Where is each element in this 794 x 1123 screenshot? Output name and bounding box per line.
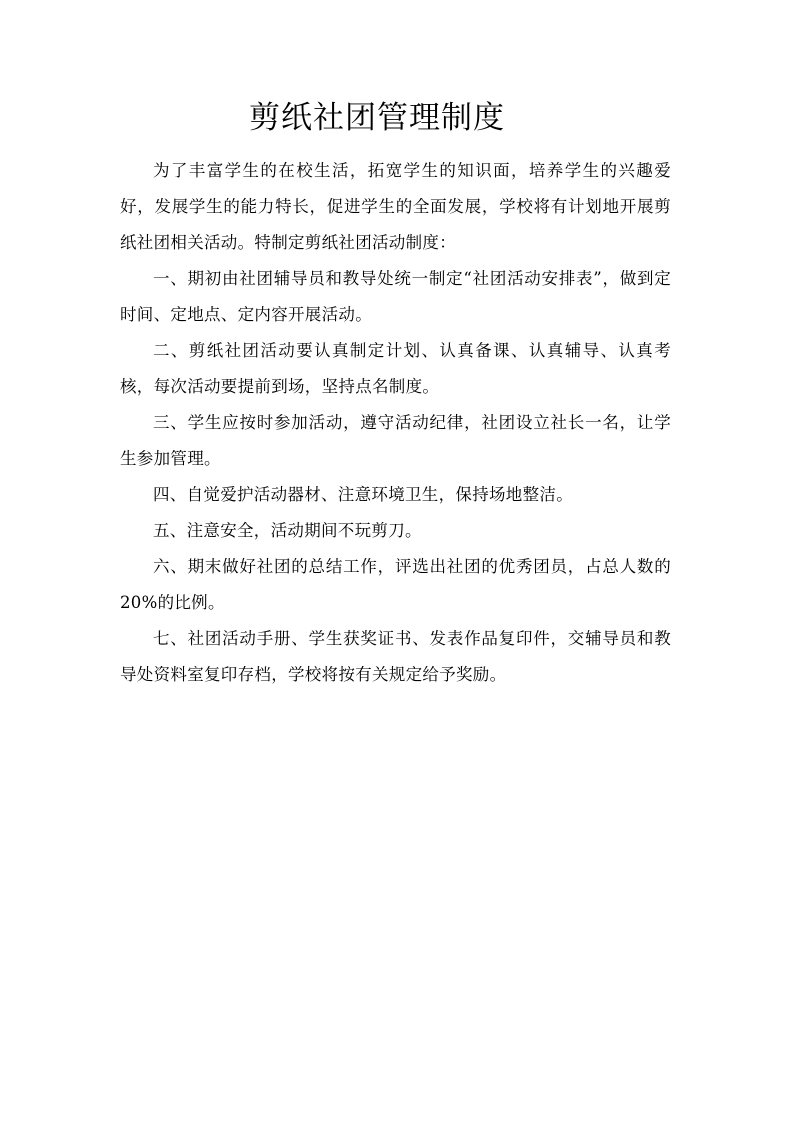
document-title: 剪纸社团管理制度 bbox=[249, 100, 505, 136]
intro-paragraph: 为了丰富学生的在校生活，拓宽学生的知识面，培养学生的兴趣爱好，发展学生的能力特长，促进学生的全面发展，学校将有计划地开展剪纸社团相关活动。特制定剪纸社团活动制度： bbox=[120, 161, 671, 252]
rule-paragraph-1: 一、期初由社团辅导员和教导处统一制定“社团活动安排表”，做到定时间、定地点、定内容开展活动。 bbox=[120, 269, 671, 324]
rule-paragraph-5: 五、注意安全，活动期间不玩剪刀。 bbox=[153, 521, 422, 540]
rule-paragraph-4: 四、自觉爱护活动器材、注意环境卫生，保持场地整洁。 bbox=[153, 485, 573, 504]
rule-paragraph-2: 二、剪纸社团活动要认真制定计划、认真备课、认真辅导、认真考核，每次活动要提前到场，坚持点名制度。 bbox=[120, 341, 671, 396]
rule-paragraph-6: 六、期末做好社团的总结工作，评选出社团的优秀团员，占总人数的20%的比例。 bbox=[120, 557, 671, 612]
rule-paragraph-7: 七、社团活动手册、学生获奖证书、发表作品复印件，交辅导员和教导处资料室复印存档，学校将按有关规定给予奖励。 bbox=[120, 629, 671, 684]
document-body bbox=[120, 153, 671, 693]
rule-paragraph-3: 三、学生应按时参加活动，遵守活动纪律，社团设立社长一名，让学生参加管理。 bbox=[120, 413, 671, 468]
